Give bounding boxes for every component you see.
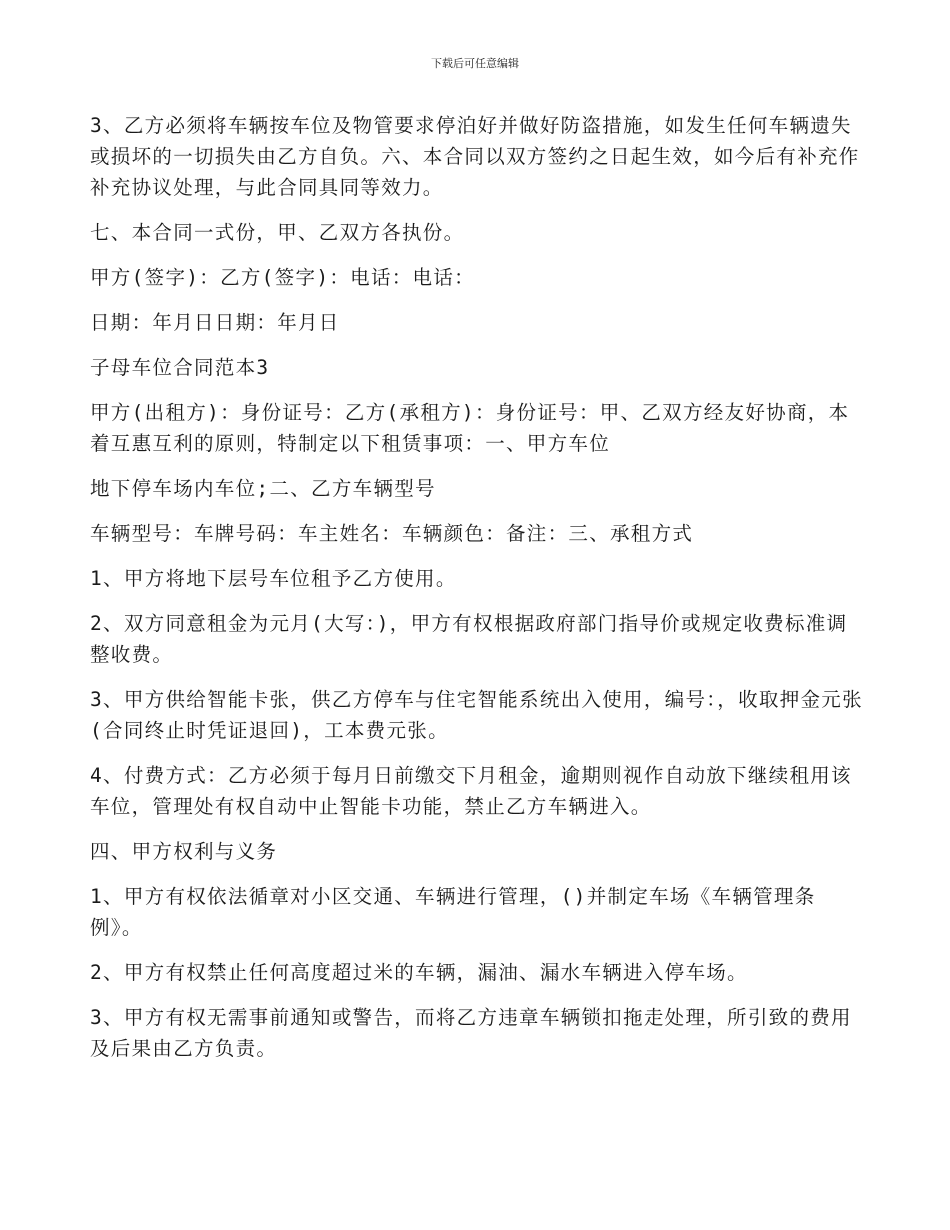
paragraph-lease-1: 1、甲方将地下层号车位租予乙方使用。 [90, 567, 457, 590]
paragraph-clause-7-copies: 七、本合同一式份，甲、乙双方各执份。 [90, 221, 465, 244]
paragraph-signatures: 甲方(签字)：乙方(签字)：电话：电话： [90, 266, 475, 289]
paragraph-parties: 甲方(出租方)：身份证号：乙方(承租方)：身份证号：甲、乙双方经友好协商，本着互惠互利的原则，特制定以下租赁事项：一、甲方车位 [90, 401, 850, 455]
paragraph-rights-1: 1、甲方有权依法循章对小区交通、车辆进行管理，()并制定车场《车辆管理条例》。 [90, 885, 816, 939]
paragraph-rights-3: 3、甲方有权无需事前通知或警告，而将乙方违章车辆锁扣拖走处理，所引致的费用及后果由乙方负责。 [90, 1006, 852, 1060]
paragraph-lease-4-payment: 4、付费方式：乙方必须于每月日前缴交下月租金，逾期则视作自动放下继续租用该车位，管理处有权自动中止智能卡功能，禁止乙方车辆进入。 [90, 764, 852, 818]
paragraph-lease-2-rent: 2、双方同意租金为元月(大写：)，甲方有权根据政府部门指导价或规定收费标准调整收费。 [90, 612, 848, 666]
section-title-rights: 四、甲方权利与义务 [90, 840, 278, 863]
paragraph-rights-2: 2、甲方有权禁止任何高度超过米的车辆，漏油、漏水车辆进入停车场。 [90, 961, 748, 984]
paragraph-clause-3-vehicle-safety: 3、乙方必须将车辆按车位及物管要求停泊好并做好防盗措施，如发生任何车辆遗失或损坏的一切损失由乙方自负。六、本合同以双方签约之日起生效，如今后有补充作补充协议处理，与此合同具同等效力。 [90, 114, 860, 199]
paragraph-parking-location: 地下停车场内车位;二、乙方车辆型号 [90, 477, 436, 500]
document-body [90, 110, 865, 1078]
paragraph-vehicle-info: 车辆型号：车牌号码：车主姓名：车辆颜色：备注：三、承租方式 [90, 522, 694, 545]
section-title-contract-3: 子母车位合同范本3 [90, 356, 270, 379]
paragraph-dates: 日期：年月日日期：年月日 [90, 311, 340, 334]
paragraph-lease-3-card: 3、甲方供给智能卡张，供乙方停车与住宅智能系统出入使用，编号：，收取押金元张(合同终止时凭证退回)，工本费元张。 [90, 688, 863, 742]
page-header: 下载后可任意编辑 [431, 57, 519, 70]
